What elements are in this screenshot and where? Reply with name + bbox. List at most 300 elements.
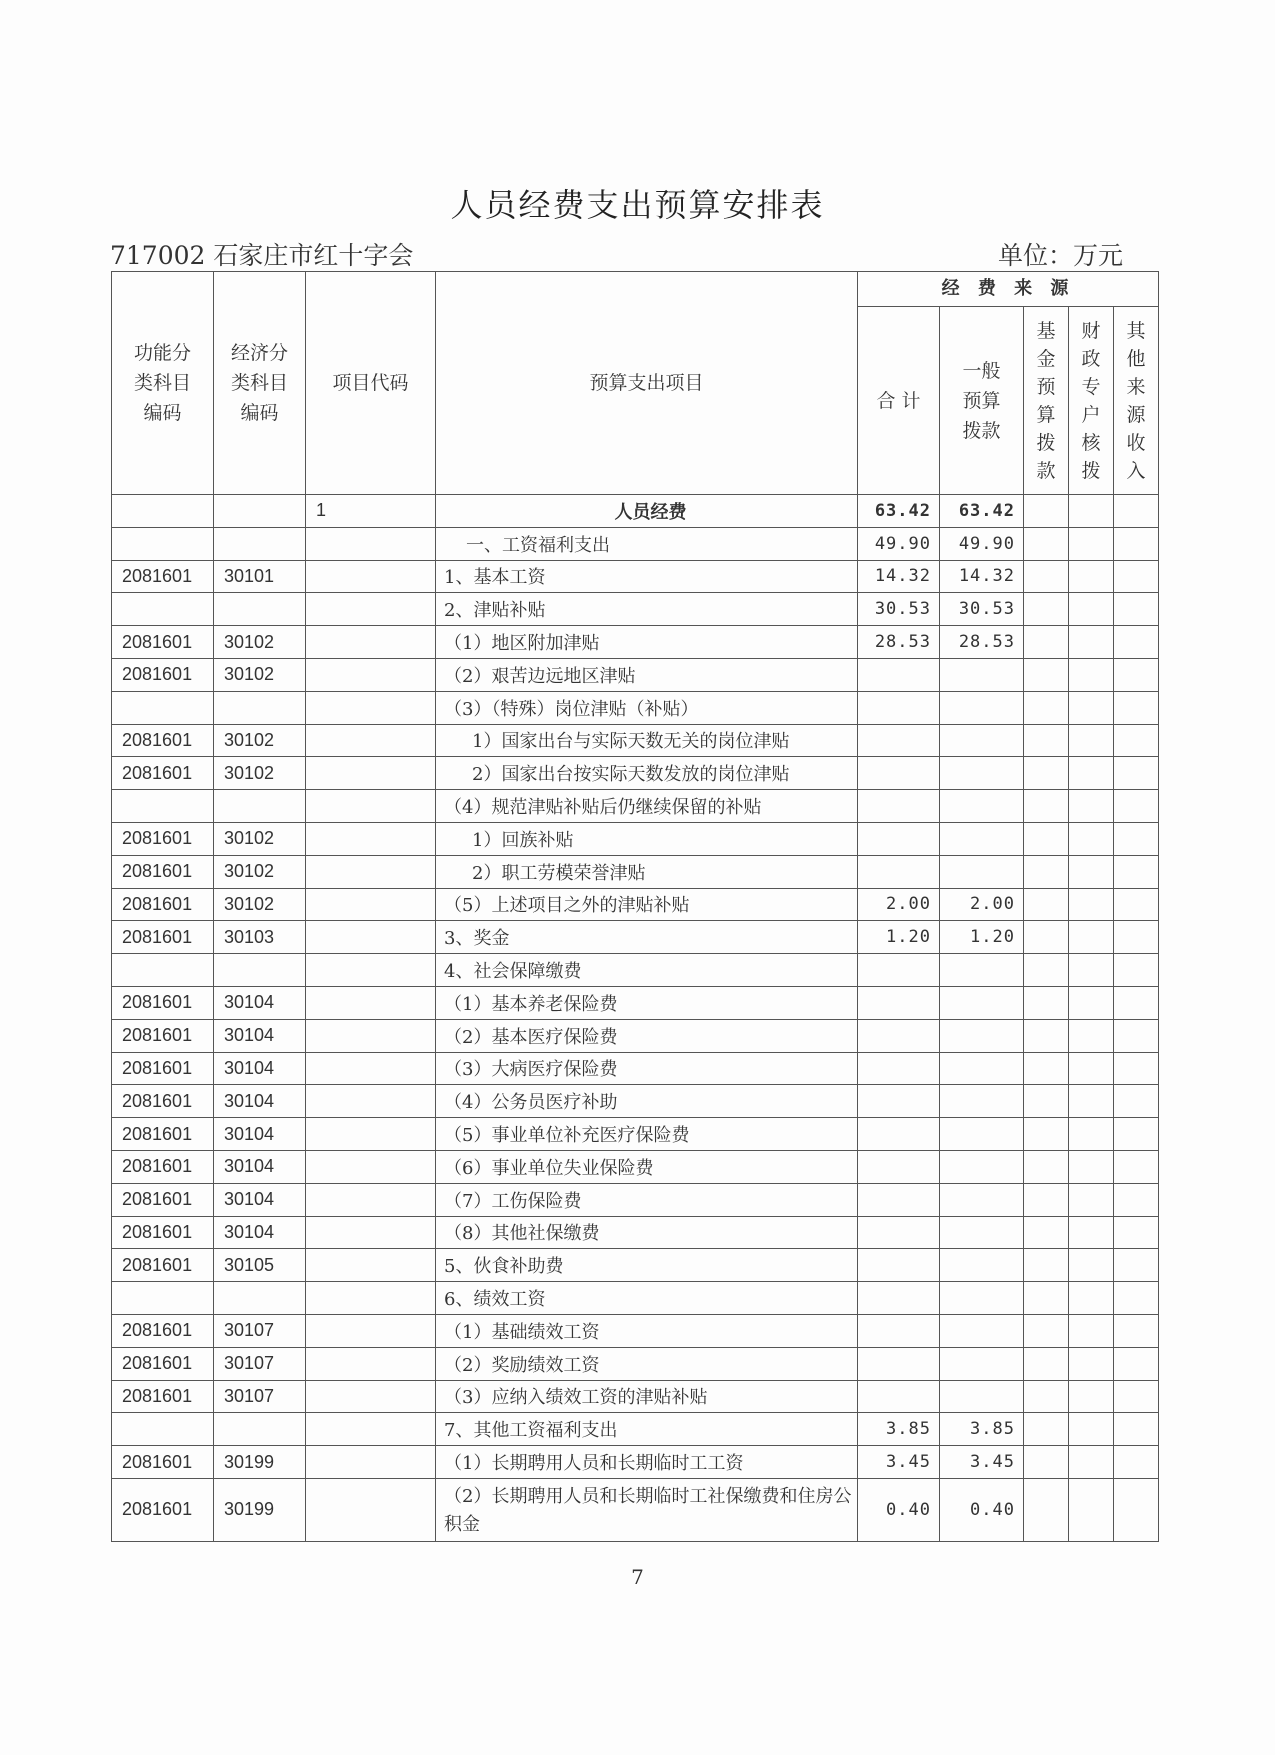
finance-account-cell [1069, 1380, 1114, 1413]
func-code-cell: 2081601 [112, 1446, 214, 1479]
other-source-cell [1114, 593, 1159, 626]
econ-code-cell: 30102 [214, 855, 306, 888]
finance-account-cell [1069, 1216, 1114, 1249]
budget-table [111, 271, 1159, 1542]
table-row [112, 626, 1159, 659]
fund-budget-cell [1024, 1380, 1069, 1413]
fund-budget-cell [1024, 495, 1069, 528]
func-code-cell: 2081601 [112, 822, 214, 855]
func-code-cell: 2081601 [112, 757, 214, 790]
project-code-cell [306, 1019, 436, 1052]
general-budget-cell: 0.40 [940, 1478, 1024, 1541]
econ-code-cell: 30103 [214, 921, 306, 954]
project-code-cell [306, 1347, 436, 1380]
general-budget-cell [940, 1314, 1024, 1347]
fund-budget-cell [1024, 1216, 1069, 1249]
other-source-cell [1114, 757, 1159, 790]
header-econ-code-line: 编码 [240, 402, 279, 424]
general-budget-cell: 2.00 [940, 888, 1024, 921]
total-amount-cell: 3.45 [858, 1446, 940, 1479]
other-source-cell [1114, 986, 1159, 1019]
finance-account-cell [1069, 1085, 1114, 1118]
fund-budget-cell [1024, 1150, 1069, 1183]
fund-budget-cell [1024, 921, 1069, 954]
finance-account-cell [1069, 724, 1114, 757]
general-budget-cell [940, 986, 1024, 1019]
project-code-cell [306, 855, 436, 888]
project-code-cell [306, 822, 436, 855]
table-row [112, 986, 1159, 1019]
fund-budget-cell [1024, 1314, 1069, 1347]
table-row [112, 691, 1159, 724]
table-row [112, 724, 1159, 757]
table-row [112, 658, 1159, 691]
econ-code-cell: 30105 [214, 1249, 306, 1282]
func-code-cell: 2081601 [112, 1347, 214, 1380]
econ-code-cell: 30199 [214, 1478, 306, 1541]
header-other-char: 收 [1126, 431, 1146, 454]
other-source-cell [1114, 954, 1159, 987]
table-row [112, 1216, 1159, 1249]
project-code-cell [306, 888, 436, 921]
total-amount-cell [858, 1282, 940, 1315]
func-code-cell: 2081601 [112, 626, 214, 659]
other-source-cell [1114, 1150, 1159, 1183]
table-row [112, 1347, 1159, 1380]
header-other-char: 其 [1126, 319, 1146, 342]
total-amount-cell: 3.85 [858, 1413, 940, 1446]
func-code-cell: 2081601 [112, 986, 214, 1019]
func-code-cell [112, 1413, 214, 1446]
econ-code-cell: 30104 [214, 1052, 306, 1085]
table-row [112, 527, 1159, 560]
table-body [112, 495, 1159, 1542]
econ-code-cell: 30102 [214, 658, 306, 691]
project-code-cell [306, 757, 436, 790]
total-amount-cell: 1.20 [858, 921, 940, 954]
other-source-cell [1114, 658, 1159, 691]
func-code-cell [112, 954, 214, 987]
func-code-cell: 2081601 [112, 1085, 214, 1118]
func-code-cell: 2081601 [112, 1216, 214, 1249]
budget-item-cell: 1）回族补贴 [436, 822, 858, 855]
fund-budget-cell [1024, 855, 1069, 888]
table-row [112, 1085, 1159, 1118]
finance-account-cell [1069, 593, 1114, 626]
project-code-cell [306, 1118, 436, 1151]
project-code-cell [306, 560, 436, 593]
total-amount-cell [858, 658, 940, 691]
func-code-cell: 2081601 [112, 921, 214, 954]
econ-code-cell: 30102 [214, 757, 306, 790]
table-row [112, 1380, 1159, 1413]
fund-budget-cell [1024, 1446, 1069, 1479]
func-code-cell [112, 527, 214, 560]
finance-account-cell [1069, 1413, 1114, 1446]
fund-budget-cell [1024, 724, 1069, 757]
other-source-cell [1114, 1380, 1159, 1413]
budget-item-cell: （1）基础绩效工资 [436, 1314, 858, 1347]
budget-item-cell: （3）应纳入绩效工资的津贴补贴 [436, 1380, 858, 1413]
general-budget-cell [940, 1282, 1024, 1315]
header-other-char: 源 [1126, 403, 1146, 426]
header-other-char: 来 [1126, 375, 1146, 398]
total-amount-cell [858, 954, 940, 987]
total-amount-cell: 49.90 [858, 527, 940, 560]
total-amount-cell [858, 1347, 940, 1380]
project-code-cell [306, 1314, 436, 1347]
total-amount-cell [858, 790, 940, 823]
finance-account-cell [1069, 495, 1114, 528]
econ-code-cell [214, 593, 306, 626]
general-budget-cell [940, 1019, 1024, 1052]
func-code-cell: 2081601 [112, 1019, 214, 1052]
table-row [112, 757, 1159, 790]
func-code-cell: 2081601 [112, 1052, 214, 1085]
budget-item-cell: （4）公务员医疗补助 [436, 1085, 858, 1118]
budget-item-cell: 人员经费 [436, 495, 858, 528]
project-code-cell: 1 [306, 495, 436, 528]
table-row [112, 1446, 1159, 1479]
header-source-group: 经 费 来 源 [858, 272, 1159, 307]
finance-account-cell [1069, 986, 1114, 1019]
general-budget-cell [940, 1183, 1024, 1216]
general-budget-cell [940, 954, 1024, 987]
general-budget-cell [940, 1085, 1024, 1118]
header-func-code-line: 功能分 [133, 342, 191, 364]
fund-budget-cell [1024, 1019, 1069, 1052]
func-code-cell: 2081601 [112, 1150, 214, 1183]
general-budget-cell [940, 1347, 1024, 1380]
project-code-cell [306, 1183, 436, 1216]
econ-code-cell: 30107 [214, 1314, 306, 1347]
project-code-cell [306, 986, 436, 1019]
econ-code-cell: 30101 [214, 560, 306, 593]
total-amount-cell [858, 757, 940, 790]
budget-item-cell: （2）奖励绩效工资 [436, 1347, 858, 1380]
budget-item-cell: （3）大病医疗保险费 [436, 1052, 858, 1085]
fund-budget-cell [1024, 1347, 1069, 1380]
header-fund [1024, 307, 1069, 495]
project-code-cell [306, 1052, 436, 1085]
project-code-cell [306, 1216, 436, 1249]
econ-code-cell: 30102 [214, 626, 306, 659]
finance-account-cell [1069, 560, 1114, 593]
table-row [112, 1150, 1159, 1183]
page-number: 7 [631, 1565, 644, 1589]
total-amount-cell [858, 1380, 940, 1413]
general-budget-cell: 14.32 [940, 560, 1024, 593]
func-code-cell [112, 1282, 214, 1315]
other-source-cell [1114, 495, 1159, 528]
budget-item-cell: （2）长期聘用人员和长期临时工社保缴费和住房公积金 [436, 1478, 858, 1541]
total-amount-cell: 63.42 [858, 495, 940, 528]
table-row [112, 593, 1159, 626]
budget-item-cell: （4）规范津贴补贴后仍继续保留的补贴 [436, 790, 858, 823]
total-amount-cell: 28.53 [858, 626, 940, 659]
table-row [112, 1019, 1159, 1052]
table-row [112, 855, 1159, 888]
econ-code-cell: 30107 [214, 1347, 306, 1380]
header-fund-char: 算 [1036, 403, 1056, 426]
project-code-cell [306, 790, 436, 823]
fund-budget-cell [1024, 658, 1069, 691]
finance-account-cell [1069, 888, 1114, 921]
fund-budget-cell [1024, 954, 1069, 987]
econ-code-cell: 30104 [214, 1118, 306, 1151]
budget-item-cell: （2）艰苦边远地区津贴 [436, 658, 858, 691]
total-amount-cell [858, 691, 940, 724]
table-row [112, 1478, 1159, 1541]
header-fund-char: 预 [1036, 375, 1056, 398]
other-source-cell [1114, 1446, 1159, 1479]
other-source-cell [1114, 560, 1159, 593]
fund-budget-cell [1024, 1183, 1069, 1216]
econ-code-cell: 30107 [214, 1380, 306, 1413]
other-source-cell [1114, 822, 1159, 855]
general-budget-cell [940, 1150, 1024, 1183]
budget-item-cell: 一、工资福利支出 [436, 527, 858, 560]
project-code-cell [306, 921, 436, 954]
finance-account-cell [1069, 1118, 1114, 1151]
budget-item-cell: 3、奖金 [436, 921, 858, 954]
header-fund-char: 金 [1036, 347, 1056, 370]
budget-item-cell: 2、津贴补贴 [436, 593, 858, 626]
table-row [112, 822, 1159, 855]
header-item: 预算支出项目 [436, 272, 858, 495]
other-source-cell [1114, 855, 1159, 888]
total-amount-cell [858, 1183, 940, 1216]
general-budget-cell [940, 1118, 1024, 1151]
econ-code-cell [214, 954, 306, 987]
header-econ-code [214, 272, 306, 495]
project-code-cell [306, 1413, 436, 1446]
finance-account-cell [1069, 1019, 1114, 1052]
econ-code-cell: 30104 [214, 1216, 306, 1249]
fund-budget-cell [1024, 1085, 1069, 1118]
total-amount-cell [858, 822, 940, 855]
general-budget-cell [940, 1052, 1024, 1085]
project-code-cell [306, 724, 436, 757]
other-source-cell [1114, 1085, 1159, 1118]
header-finance-char: 户 [1081, 403, 1101, 426]
fund-budget-cell [1024, 1413, 1069, 1446]
header-project-code: 项目代码 [306, 272, 436, 495]
econ-code-cell [214, 691, 306, 724]
table-row [112, 1052, 1159, 1085]
header-func-code-line: 编码 [143, 402, 182, 424]
total-amount-cell [858, 1216, 940, 1249]
func-code-cell: 2081601 [112, 1249, 214, 1282]
econ-code-cell: 30104 [214, 986, 306, 1019]
total-amount-cell [858, 1019, 940, 1052]
econ-code-cell: 30102 [214, 888, 306, 921]
general-budget-cell [940, 855, 1024, 888]
econ-code-cell: 30104 [214, 1019, 306, 1052]
fund-budget-cell [1024, 527, 1069, 560]
header-general-line: 一般 [962, 359, 1001, 382]
project-code-cell [306, 593, 436, 626]
unit-label: 单位：万元 [998, 241, 1124, 270]
fund-budget-cell [1024, 1478, 1069, 1541]
econ-code-cell [214, 790, 306, 823]
header-finance-char: 政 [1081, 347, 1101, 370]
other-source-cell [1114, 1478, 1159, 1541]
total-amount-cell: 30.53 [858, 593, 940, 626]
finance-account-cell [1069, 822, 1114, 855]
finance-account-cell [1069, 1183, 1114, 1216]
func-code-cell: 2081601 [112, 658, 214, 691]
table-row [112, 921, 1159, 954]
total-amount-cell [858, 1085, 940, 1118]
func-code-cell: 2081601 [112, 560, 214, 593]
general-budget-cell [940, 1249, 1024, 1282]
func-code-cell: 2081601 [112, 1380, 214, 1413]
organization-label: 717002 石家庄市红十字会 [110, 241, 414, 270]
general-budget-cell [940, 757, 1024, 790]
header-econ-code-line: 经济分 [230, 342, 288, 364]
general-budget-cell [940, 724, 1024, 757]
total-amount-cell [858, 1052, 940, 1085]
project-code-cell [306, 1249, 436, 1282]
header-finance-char: 财 [1081, 319, 1101, 342]
project-code-cell [306, 658, 436, 691]
header-finance [1069, 307, 1114, 495]
fund-budget-cell [1024, 691, 1069, 724]
header-fund-char: 拨 [1036, 431, 1056, 454]
func-code-cell: 2081601 [112, 1314, 214, 1347]
general-budget-cell: 49.90 [940, 527, 1024, 560]
header-other-char: 入 [1126, 459, 1146, 482]
fund-budget-cell [1024, 1249, 1069, 1282]
budget-item-cell: （3）（特殊）岗位津贴（补贴） [436, 691, 858, 724]
total-amount-cell: 14.32 [858, 560, 940, 593]
table-row [112, 495, 1159, 528]
header-other [1114, 307, 1159, 495]
econ-code-cell: 30104 [214, 1150, 306, 1183]
general-budget-cell [940, 1380, 1024, 1413]
finance-account-cell [1069, 1446, 1114, 1479]
header-econ-code-line: 类科目 [230, 372, 288, 394]
finance-account-cell [1069, 626, 1114, 659]
econ-code-cell [214, 527, 306, 560]
other-source-cell [1114, 1314, 1159, 1347]
general-budget-cell: 63.42 [940, 495, 1024, 528]
econ-code-cell: 30102 [214, 724, 306, 757]
func-code-cell: 2081601 [112, 855, 214, 888]
total-amount-cell [858, 1150, 940, 1183]
table-row [112, 1282, 1159, 1315]
func-code-cell: 2081601 [112, 888, 214, 921]
project-code-cell [306, 954, 436, 987]
total-amount-cell [858, 986, 940, 1019]
budget-item-cell: 6、绩效工资 [436, 1282, 858, 1315]
project-code-cell [306, 527, 436, 560]
func-code-cell: 2081601 [112, 1118, 214, 1151]
budget-item-cell: 4、社会保障缴费 [436, 954, 858, 987]
project-code-cell [306, 1150, 436, 1183]
func-code-cell [112, 790, 214, 823]
table-row [112, 1118, 1159, 1151]
other-source-cell [1114, 527, 1159, 560]
finance-account-cell [1069, 1347, 1114, 1380]
finance-account-cell [1069, 855, 1114, 888]
project-code-cell [306, 626, 436, 659]
budget-item-cell: （2）基本医疗保险费 [436, 1019, 858, 1052]
budget-item-cell: 1）国家出台与实际天数无关的岗位津贴 [436, 724, 858, 757]
budget-item-cell: 5、伙食补助费 [436, 1249, 858, 1282]
budget-item-cell: （1）基本养老保险费 [436, 986, 858, 1019]
fund-budget-cell [1024, 593, 1069, 626]
budget-item-cell: （6）事业单位失业保险费 [436, 1150, 858, 1183]
finance-account-cell [1069, 1282, 1114, 1315]
table-row [112, 1314, 1159, 1347]
fund-budget-cell [1024, 560, 1069, 593]
fund-budget-cell [1024, 1118, 1069, 1151]
func-code-cell: 2081601 [112, 1183, 214, 1216]
general-budget-cell [940, 1216, 1024, 1249]
func-code-cell: 2081601 [112, 1478, 214, 1541]
fund-budget-cell [1024, 986, 1069, 1019]
other-source-cell [1114, 626, 1159, 659]
econ-code-cell: 30199 [214, 1446, 306, 1479]
finance-account-cell [1069, 921, 1114, 954]
other-source-cell [1114, 921, 1159, 954]
other-source-cell [1114, 691, 1159, 724]
project-code-cell [306, 1380, 436, 1413]
general-budget-cell [940, 658, 1024, 691]
table-row [112, 1413, 1159, 1446]
econ-code-cell [214, 1282, 306, 1315]
general-budget-cell [940, 822, 1024, 855]
fund-budget-cell [1024, 626, 1069, 659]
header-total: 合 计 [858, 307, 940, 495]
budget-item-cell: （1）地区附加津贴 [436, 626, 858, 659]
table-row [112, 1249, 1159, 1282]
finance-account-cell [1069, 790, 1114, 823]
general-budget-cell: 3.85 [940, 1413, 1024, 1446]
finance-account-cell [1069, 658, 1114, 691]
other-source-cell [1114, 1249, 1159, 1282]
total-amount-cell: 2.00 [858, 888, 940, 921]
general-budget-cell: 1.20 [940, 921, 1024, 954]
project-code-cell [306, 1446, 436, 1479]
fund-budget-cell [1024, 888, 1069, 921]
econ-code-cell: 30104 [214, 1085, 306, 1118]
header-other-char: 他 [1126, 347, 1146, 370]
other-source-cell [1114, 1118, 1159, 1151]
fund-budget-cell [1024, 790, 1069, 823]
header-general-line: 拨款 [962, 419, 1001, 442]
finance-account-cell [1069, 691, 1114, 724]
general-budget-cell: 30.53 [940, 593, 1024, 626]
table-row [112, 888, 1159, 921]
total-amount-cell [858, 1249, 940, 1282]
finance-account-cell [1069, 527, 1114, 560]
total-amount-cell [858, 1118, 940, 1151]
finance-account-cell [1069, 757, 1114, 790]
econ-code-cell: 30104 [214, 1183, 306, 1216]
page-title: 人员经费支出预算安排表 [450, 186, 825, 224]
econ-code-cell [214, 1413, 306, 1446]
header-func-code-line: 类科目 [133, 372, 191, 394]
general-budget-cell: 28.53 [940, 626, 1024, 659]
budget-item-cell: 1、基本工资 [436, 560, 858, 593]
total-amount-cell: 0.40 [858, 1478, 940, 1541]
budget-item-cell: （8）其他社保缴费 [436, 1216, 858, 1249]
other-source-cell [1114, 888, 1159, 921]
general-budget-cell: 3.45 [940, 1446, 1024, 1479]
